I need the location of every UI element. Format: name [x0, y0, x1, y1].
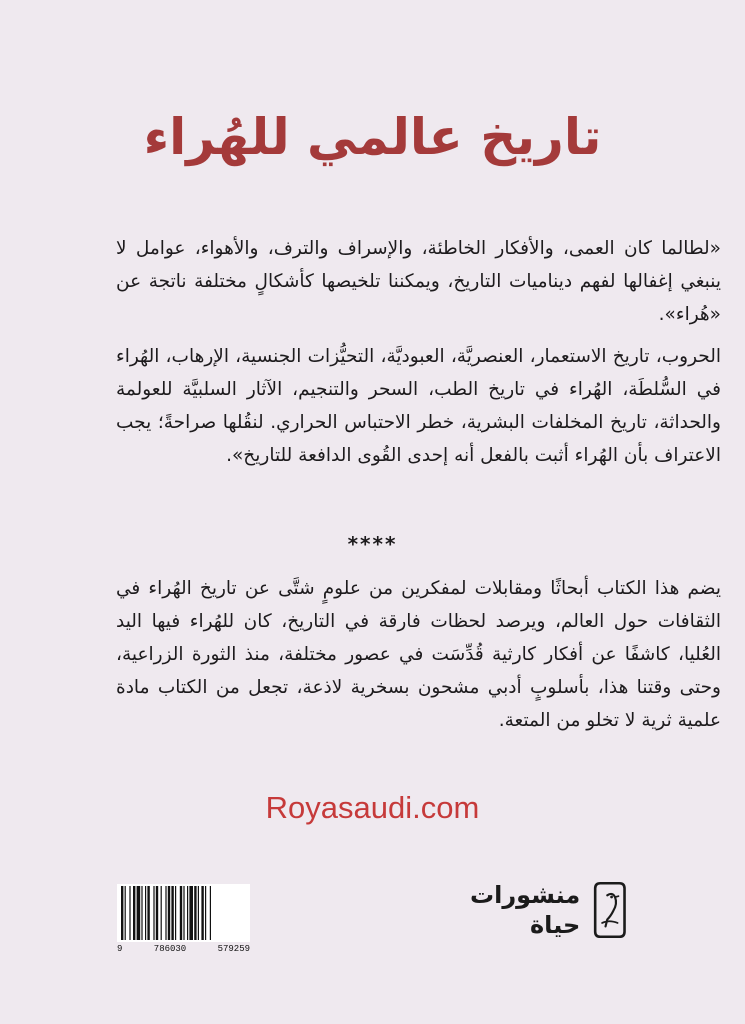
paragraph-quote-1: «لطالما كان العمى، والأفكار الخاطئة، والإسراف والترف، والأهواء، عوامل لا ينبغي إغفالها لفهم ديناميات التاريخ، ويمكننا تلخيصها كأشكالٍ مختلفة ناتجة عن «هُراء».	[116, 238, 721, 325]
barcode-digits	[117, 944, 250, 954]
barcode-bars	[117, 884, 250, 942]
bird-icon	[590, 875, 630, 945]
paragraph-description: يضم هذا الكتاب أبحاثًا ومقابلات لمفكرين من علومٍ شتَّى عن تاريخ الهُراء في الثقافات حول العالم، ويرصد لحظات فارقة في التاريخ، كان للهُراء فيها اليد العُليا، كاشفًا عن أفكار كارثية قُدِّسَت في عصور مختلفة، منذ الثورة الزراعية، وحتى وقتنا هذا، بأسلوبٍ أدبي مشحون بسخرية لاذعة، تجعل من الكتاب مادة علمية ثرية لا تخلو من المتعة.	[116, 578, 721, 731]
barcode-digit-group-1: 786030	[153, 944, 187, 954]
publisher-name-line-2: حياة	[530, 911, 581, 939]
publisher-name	[470, 880, 580, 940]
publisher-logo	[470, 870, 630, 950]
barcode-digit-prefix: 9	[117, 944, 123, 954]
paragraph-quote-2: الحروب، تاريخ الاستعمار، العنصريَّة، العبوديَّة، التحيُّزات الجنسية، الإرهاب، الهُراء في السُّلطَة، الهُراء في تاريخ الطب، السحر والتنجيم، الآثار السلبيَّة للعولمة والحداثة، تاريخ المخلفات البشرية، خطر الاحتباس الحراري. لنقُلها صراحةً؛ يجب الاعتراف بأن الهُراء أثبت بالفعل أنه إحدى القُوى الدافعة للتاريخ».	[116, 346, 721, 466]
publisher-name-line-1: منشورات	[470, 881, 581, 909]
section-separator: ****	[347, 532, 398, 556]
book-title: تاريخ عالمي للهُراء	[143, 108, 602, 166]
website-watermark: Royasaudi.com	[265, 790, 480, 825]
barcode-digit-group-2: 579259	[217, 944, 250, 954]
barcode	[117, 884, 250, 942]
